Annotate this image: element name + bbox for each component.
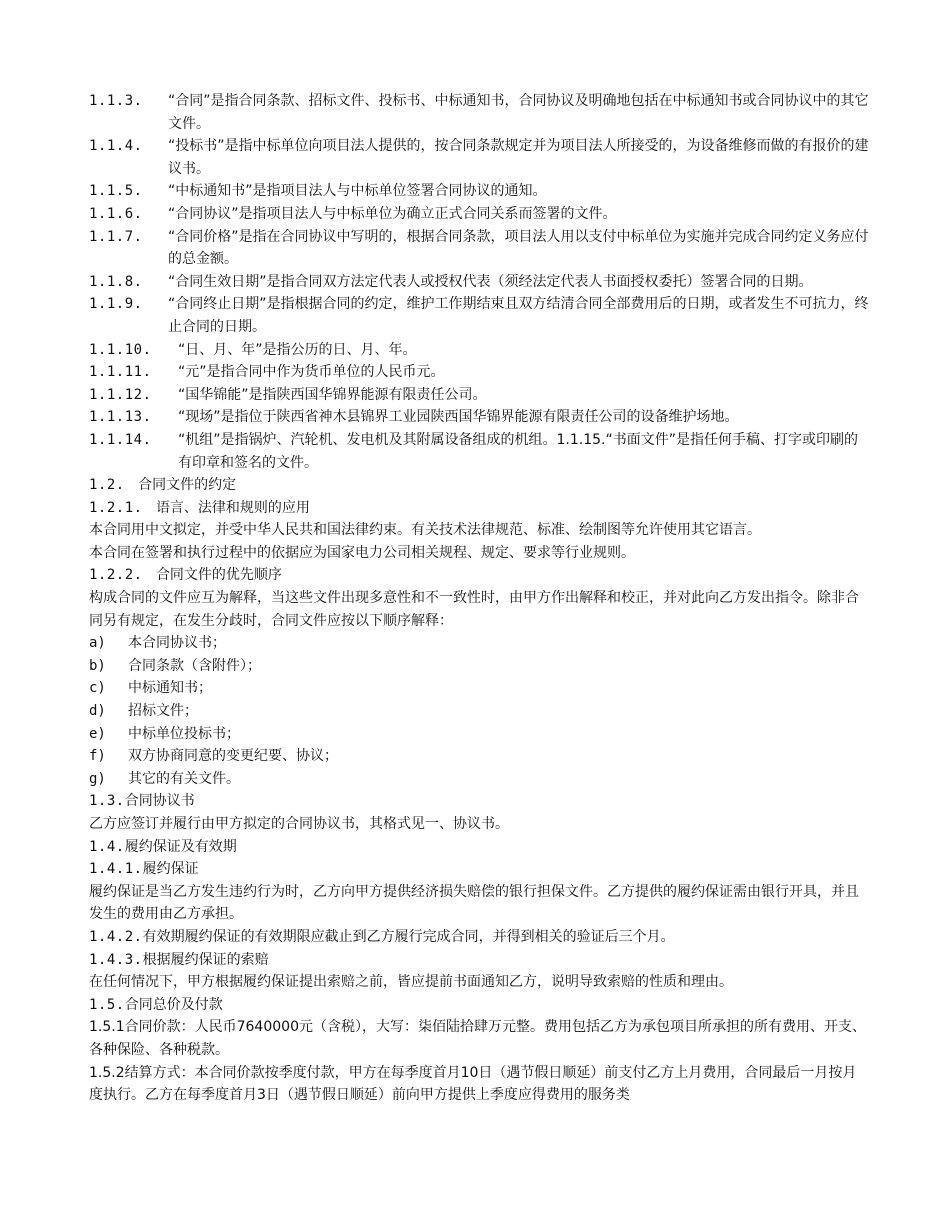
paragraph-rules: 本合同在签署和执行过程中的依据应为国家电力公司相关规程、规定、要求等行业规则。 [89,544,635,561]
list-item-label: e) [89,725,106,742]
contract-body [89,90,869,1107]
section-1-3-heading [89,790,869,813]
definition-item [89,90,869,135]
definition-item [89,293,869,338]
section-1-4-1-heading [89,858,869,881]
list-item-text: 中标单位投标书； [128,725,240,742]
list-item-text: 本合同协议书； [128,635,226,652]
paragraph-performance-guarantee: 履约保证是当乙方发生违约行为时，乙方向甲方提供经济损失赔偿的银行担保文件。乙方提供的履约保证需由银行开具，并且发生的费用由乙方承担。 [89,883,859,923]
definition-number: 1.1.4. [89,138,143,155]
definition-number: 1.1.14. [89,431,152,448]
definition-number: 1.1.8. [89,273,143,290]
definition-number: 1.1.9. [89,296,143,313]
section-1-2-1-heading [89,497,869,520]
definition-number: 1.1.5. [89,183,143,200]
list-item-label: d) [89,703,106,720]
list-item-text: 招标文件； [128,703,198,720]
section-1-5-heading [89,994,869,1017]
definition-text: “投标书”是指中标单位向项目法人提供的，按合同条款规定并为项目法人所接受的，为设备维修而做的有报价的建议书。 [168,138,869,177]
section-number: 1.5. [89,996,125,1013]
definition-text: “合同价格”是指在合同协议中写明的，根据合同条款，项目法人用以支付中标单位为实施并完成合同约定义务应付的总金额。 [168,228,869,268]
definition-text: “现场”是指位于陕西省神木县锦界工业园陕西国华锦界能源有限责任公司的设备维护场地。 [178,409,739,426]
section-title: 合同总价及付款 [124,996,223,1013]
section-title: 有效期履约保证的有效期限应截止到乙方履行完成合同，并得到相关的验证后三个月。 [142,928,675,945]
section-1-2-2-heading [89,564,869,587]
section-title: 合同协议书 [124,793,195,810]
definition-text: “国华锦能”是指陕西国华锦界能源有限责任公司。 [178,386,487,403]
definition-item [89,135,869,180]
definition-item [89,180,869,203]
definition-item [89,361,869,384]
definition-number: 1.1.13. [89,409,152,426]
section-title: 语言、法律和规则的应用 [155,499,310,516]
section-number: 1.2. [89,477,125,494]
section-1-4-heading [89,836,869,859]
definition-number: 1.1.7. [89,228,143,245]
definition-text: “合同”是指合同条款、招标文件、投标书、中标通知书，合同协议及明确地包括在中标通知书或合同协议中的其它文件。 [168,93,869,132]
section-number: 1.2.1. [89,499,143,516]
section-number: 1.4.3. [89,951,143,968]
list-item [89,723,869,746]
definition-number: 1.1.6. [89,205,143,222]
section-title: 合同文件的约定 [138,477,237,494]
list-item-label: a) [89,635,106,652]
definition-text: “合同终止日期”是指根据合同的约定，维护工作期结束且双方结清合同全部费用后的日期，或者发生不可抗力，终止合同的日期。 [168,296,869,335]
section-title: 履约保证 [142,861,199,878]
definition-text: “日、月、年”是指公历的日、月、年。 [178,341,417,358]
section-title: 合同文件的优先顺序 [155,567,282,584]
section-title: 根据履约保证的索赔 [142,951,269,968]
definition-item [89,339,869,362]
definition-text: “机组”是指锅炉、汽轮机、发电机及其附属设备组成的机组。1.1.15.“书面文件”是指任何手稿、打字或印刷的有印章和签名的文件。 [178,431,858,471]
paragraph-priority: 构成合同的文件应互为解释，当这些文件出现多意性和不一致性时，由甲方作出解释和校正，并对此向乙方发出指令。除非合同另有规定，在发生分歧时，合同文件应按以下顺序解释： [89,590,859,629]
list-item-label: c) [89,680,106,697]
section-number: 1.2.2. [89,567,143,584]
definition-number: 1.1.3. [89,93,143,109]
paragraph-contract-price: 1.5.1合同价款：人民币7640000元（含税），大写：柒佰陆拾肆万元整。费用包括乙方为承包项目所承担的所有费用、开支、各种保险、各种税款。 [89,1019,866,1058]
list-item-label: g) [89,770,106,787]
list-item [89,655,869,678]
definition-text: “元”是指合同中作为货币单位的人民币元。 [178,364,445,381]
definitions-list [89,90,869,474]
list-item-text: 合同条款（含附件）； [128,657,261,674]
list-item-text: 其它的有关文件。 [128,770,240,787]
list-item [89,677,869,700]
list-item-text: 双方协商同意的变更纪要、协议； [128,748,338,765]
section-title: 履约保证及有效期 [124,838,237,855]
paragraph-language: 本合同用中文拟定，并受中华人民共和国法律约束。有关技术法律规范、标准、绘制图等允许使用其它语言。 [89,522,761,539]
priority-order-list [89,632,869,790]
paragraph-claims: 在任何情况下，甲方根据履约保证提出索赔之前，皆应提前书面通知乙方，说明导致索赔的性质和理由。 [89,974,733,991]
definition-item [89,203,869,226]
definition-number: 1.1.11. [89,364,152,381]
definition-item [89,406,869,429]
definition-text: “合同生效日期”是指合同双方法定代表人或授权代表（须经法定代表人书面授权委托）签署合同的日期。 [168,273,813,290]
section-1-2-heading [89,474,869,497]
list-item-text: 中标通知书； [128,680,212,697]
paragraph-agreement: 乙方应签订并履行由甲方拟定的合同协议书，其格式见一、协议书。 [89,816,509,832]
definition-item [89,226,869,271]
definition-item [89,271,869,294]
definition-item [89,429,869,474]
list-item [89,745,869,768]
definition-number: 1.1.12. [89,386,152,403]
section-1-4-3-heading [89,949,869,972]
definition-text: “中标通知书”是指项目法人与中标单位签署合同协议的通知。 [168,183,547,200]
section-number: 1.3. [89,793,125,810]
section-number: 1.4.2. [89,928,143,945]
list-item [89,700,869,723]
list-item [89,632,869,655]
definition-number: 1.1.10. [89,341,152,358]
list-item-label: b) [89,657,106,674]
paragraph-settlement: 1.5.2结算方式：本合同价款按季度付款，甲方在每季度首月10日（遇节假日顺延）前支付乙方上月费用，合同最后一月按月度执行。乙方在每季度首月3日（遇节假日顺延）前向甲方提供上季度应得费用的服务类 [89,1064,857,1104]
section-number: 1.4. [89,838,125,855]
section-1-4-2-heading [89,926,869,949]
definition-text: “合同协议”是指项目法人与中标单位为确立正式合同关系而签署的文件。 [168,205,617,222]
list-item [89,768,869,791]
list-item-label: f) [89,748,106,765]
section-number: 1.4.1. [89,861,143,878]
definition-item [89,384,869,407]
